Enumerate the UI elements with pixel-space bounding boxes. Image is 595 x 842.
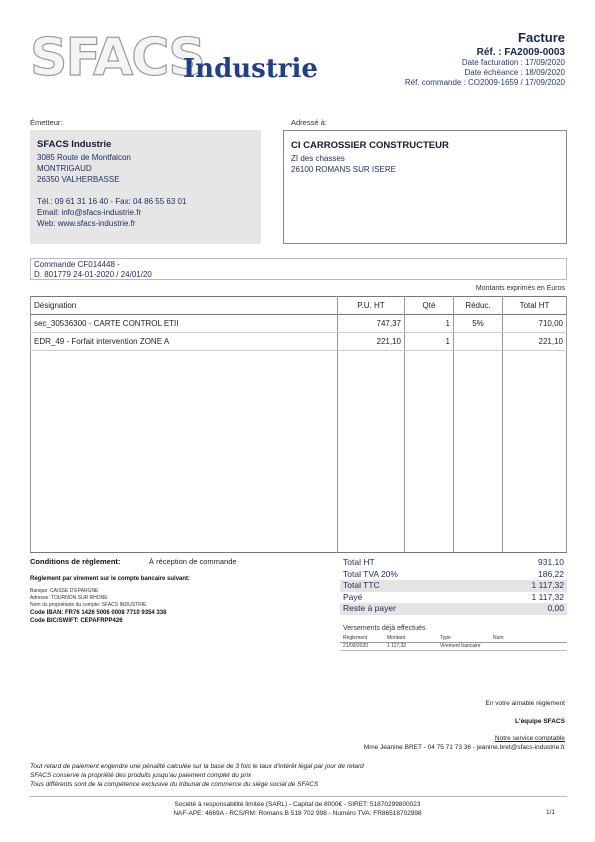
total-row [340,569,567,581]
cell-total-ht: 710,00 [503,315,567,333]
bank-owner: Nom du propriétaire du compte: SFACS INDUSTRIE [30,602,147,608]
emitter-label: Émetteur: [30,118,63,127]
accounting-service: Notre service comptable [494,735,565,742]
bank-name: Banque: CAISSE D'EPARGNE [30,588,99,594]
total-label: Total TTC [343,580,380,590]
recipient-address-line: ZI des chasses [291,154,345,163]
cell-designation: sec_30536300 - CARTE CONTROL ETII [31,315,338,333]
footer-divider [30,796,567,797]
emitter-spacer [37,185,254,196]
bank-details [30,588,166,625]
total-value: 186,22 [538,568,564,579]
emitter-address-line: 3085 Route de Montfalcon [37,153,131,162]
payments-cell: 1 117,32 [387,643,407,649]
legal-line: SFACS conserve la propriété des produits jusqu'au paiement complet du prix [30,772,252,779]
closing-line: En votre aimable règlement [485,700,565,707]
total-value: 1 117,32 [531,591,564,602]
page-number: 1/1 [545,809,555,816]
conditions-label: Conditions de règlement: [30,557,121,566]
total-label: Total TVA 20% [343,568,398,579]
order-reference [30,258,567,280]
total-value: 1 117,32 [531,580,564,590]
footer [0,800,595,818]
emitter-address-line: MONTRIGAUD [37,164,92,173]
ref-commande: Réf. commande : CO2009-1659 / 17/09/2020 [404,78,565,87]
cell-designation: EDR_49 - Forfait intervention ZONE A [31,333,338,351]
legal-line: Tous différents sont de la compétence exclusive du tribunal de commerce du siège social de SFACS [30,781,319,788]
table-row [31,333,567,351]
conditions-value: À réception de commande [149,557,237,566]
invoice-title: Facture [518,30,565,45]
date-facturation: Date facturation : 17/09/2020 [461,58,565,67]
emitter-phone: Tél.: 09 61 31 16 40 - Fax: 04 86 55 63 01 [37,197,187,206]
payments-col: Type [440,635,451,641]
total-row [340,592,567,604]
recipient-address-line: 26100 ROMANS SUR ISERE [291,165,396,174]
total-row [340,603,567,615]
total-row [340,580,567,592]
recipient-box [283,130,567,244]
emitter-name: SFACS Industrie [37,139,112,150]
bank-iban: Code IBAN: FR76 1426 5006 0008 7710 9354 338 [30,610,167,616]
logo-suffix: Industrie [183,54,318,84]
col-qte: Qté [405,297,454,315]
invoice-header [405,30,565,88]
cell-reduc: 5% [454,315,503,333]
col-pu-ht: P.U. HT [338,297,405,315]
company-logo [30,28,320,90]
date-echeance: Date échéance : 18/09/2020 [464,68,565,77]
emitter-box [30,130,261,244]
payments-col: Règlement [343,635,368,641]
legal-notice [30,762,364,789]
payments-row [340,643,567,651]
payments-col: Num [493,635,504,641]
filler-cell [405,351,454,553]
payments-cell [520,643,560,650]
filler-cell [31,351,338,553]
cell-reduc [454,333,503,351]
total-value: 0,00 [547,603,564,613]
currency-note: Montants exprimés en Euros [475,285,565,292]
accounting-contact[interactable]: Mme Jeanine BRET - 04 75 71 73 36 - jeanine.bret@sfacs-industrie.fr [363,744,565,751]
recipient-name: CI CARROSSIER CONSTRUCTEUR [291,140,449,151]
payments-col: Montant [387,635,406,641]
col-designation: Désignation [31,297,338,315]
recipient-label: Adressé à: [291,118,327,127]
payments-cell: Virement bancaire [440,643,481,649]
invoice-ref: Réf. : FA2009-0003 [476,47,565,58]
legal-line: Tout retard de paiement engendre une pénalité calculée sur la base de 3 fois le taux d'intérêt légal par jour de retard [30,763,364,770]
bank-address: Adresse: TOURNON SUR RHONE [30,595,108,601]
bank-bic: Code BIC/SWIFT: CEPAFRPP426 [30,618,123,624]
total-label: Payé [343,591,363,602]
table-filler-row [31,351,567,553]
col-reduc: Réduc. [454,297,503,315]
total-value: 931,10 [538,557,564,567]
total-label: Total HT [343,557,375,567]
cell-total-ht: 221,10 [503,333,567,351]
items-table [30,296,567,553]
table-header-row [31,297,567,315]
total-row [340,557,567,569]
cell-qte: 1 [405,333,454,351]
total-label: Reste à payer [343,603,396,613]
order-line: Commande CF014448 - [34,260,120,269]
table-row [31,315,567,333]
payments-header-row [340,635,567,643]
filler-cell [503,351,567,553]
footer-line: NAF-APE: 4669A - RCS/RM: Romans B 518 702 998 - Numéro TVA: FR86518702998 [173,810,422,817]
cell-pu-ht: 747,37 [338,315,405,333]
bank-title: Règlement par virement sur le compte bancaire suivant: [30,576,191,582]
emitter-email[interactable]: Email: info@sfacs-industrie.fr [37,208,142,217]
payments-title: Versements déjà effectués [343,625,426,632]
filler-cell [338,351,405,553]
cell-qte: 1 [405,315,454,333]
filler-cell [454,351,503,553]
cell-pu-ht: 221,10 [338,333,405,351]
payments-table [340,635,567,651]
team-signature: L'équipe SFACS [515,718,565,725]
emitter-web[interactable]: Web: www.sfacs-industrie.fr [37,219,136,228]
payments-cell: 21/09/2020 [343,643,369,649]
footer-line: Société à responsabilité limitée (SARL) - Capital de 8000€ - SIRET: 51870299800023 [174,801,421,808]
emitter-address-line: 26350 VALHERBASSE [37,175,120,184]
logo-brand: SFACS [30,28,204,88]
order-line: D. 801779 24-01-2020 / 24/01/20 [34,270,152,279]
totals-block [340,557,567,615]
col-total-ht: Total HT [503,297,567,315]
